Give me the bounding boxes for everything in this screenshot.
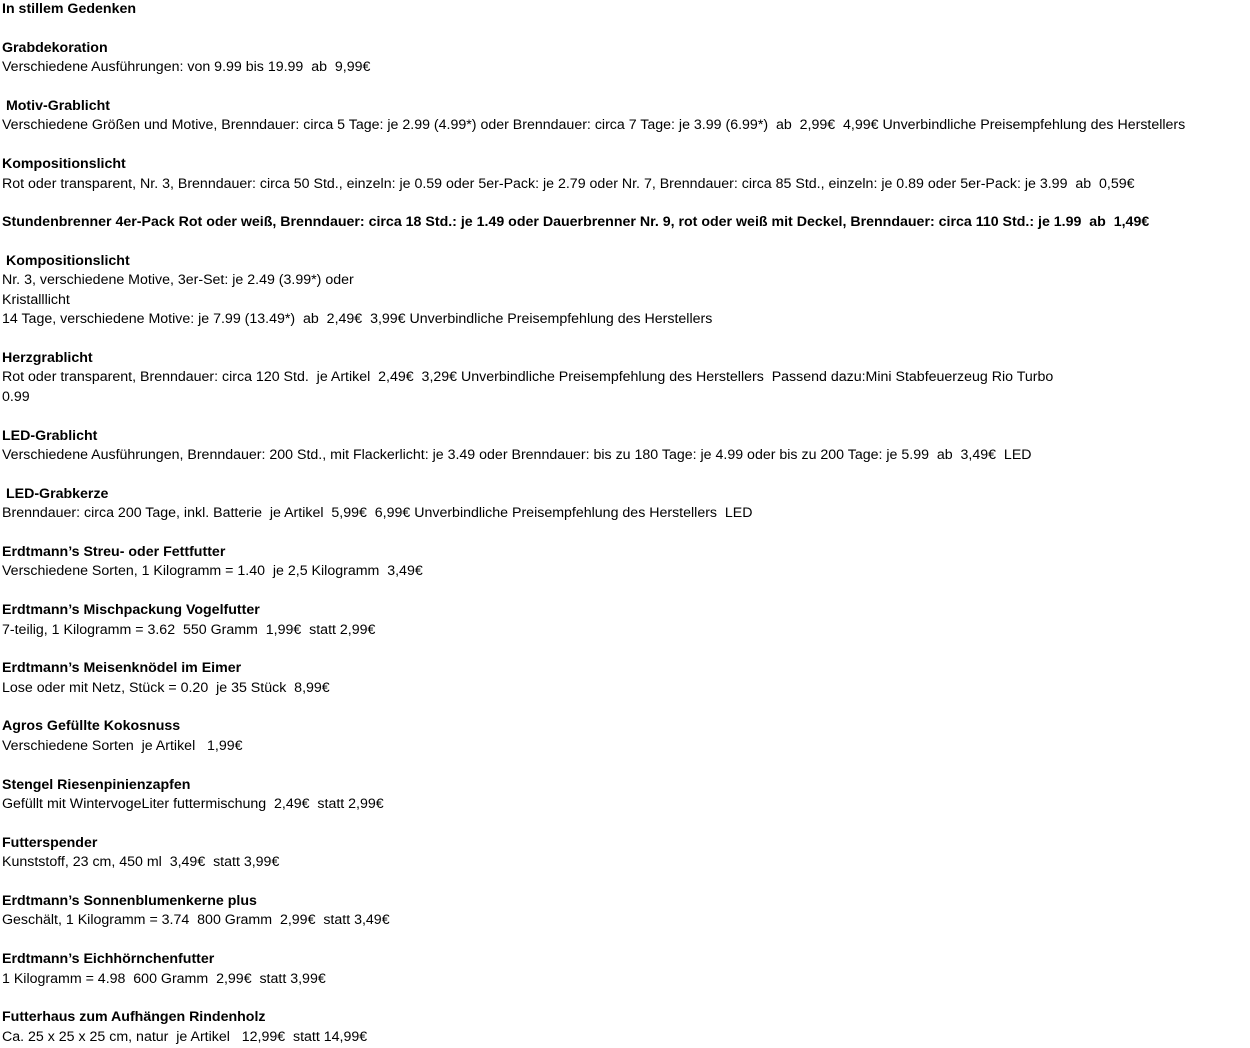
product-title: Stundenbrenner 4er-Pack Rot oder weiß, Brenndauer: circa 18 Std.: je 1.49 oder Dauerbrenner Nr. 9, rot oder weiß mit Deckel, Brenndauer: circa 110 Std.: je 1.99 ab 1,49€ (2, 214, 1150, 231)
product-description: Lose oder mit Netz, Stück = 0.20 je 35 Stück 8,99€ (2, 679, 330, 696)
item-spacer (2, 524, 1250, 543)
product-description: Verschiedene Sorten, 1 Kilogramm = 1.40 je 2,5 Kilogramm 3,49€ (2, 563, 423, 580)
item-spacer (2, 989, 1250, 1008)
product-item (2, 155, 1250, 194)
product-title: Herzgrablicht (2, 350, 93, 367)
product-title: Stengel Riesenpinienzapfen (2, 776, 191, 793)
product-item (2, 252, 1250, 330)
product-title: Grabdekoration (2, 39, 108, 56)
product-description: Rot oder transparent, Nr. 3, Brenndauer: circa 50 Std., einzeln: je 0.59 oder 5er-Pack: je 2.79 oder Nr. 7, Brenndauer: circa 85 Std., einzeln: je 0.89 oder 5er-Pack: je 3.99 ab 0,59€ (2, 175, 1135, 192)
product-item (2, 97, 1250, 136)
product-title: Futterhaus zum Aufhängen Rindenholz (2, 1009, 266, 1026)
product-description: 7-teilig, 1 Kilogramm = 3.62 550 Gramm 1,99€ statt 2,99€ (2, 621, 376, 638)
product-description: Kristalllicht (2, 291, 70, 308)
item-spacer (2, 330, 1250, 349)
product-item (2, 892, 1250, 931)
product-description: 0.99 (2, 388, 30, 405)
product-item (2, 659, 1250, 698)
product-description: Rot oder transparent, Brenndauer: circa 120 Std. je Artikel 2,49€ 3,29€ Unverbindliche Preisempfehlung des Herstellers Passend dazu:Mini Stabfeuerzeug Rio Turbo (2, 369, 1054, 386)
product-item (2, 213, 1250, 232)
item-spacer (2, 19, 1250, 38)
product-description: Verschiedene Sorten je Artikel 1,99€ (2, 737, 243, 754)
item-spacer (2, 78, 1250, 97)
item-spacer (2, 931, 1250, 950)
product-title: Kompositionslicht (2, 156, 126, 173)
product-title: Futterspender (2, 834, 98, 851)
item-spacer (2, 465, 1250, 484)
product-title: LED-Grablicht (2, 427, 98, 444)
product-description: 14 Tage, verschiedene Motive: je 7.99 (13.49*) ab 2,49€ 3,99€ Unverbindliche Preisempfehlung des Herstellers (2, 311, 713, 328)
item-spacer (2, 698, 1250, 717)
product-title: Agros Gefüllte Kokosnuss (2, 718, 181, 735)
item-spacer (2, 233, 1250, 252)
product-item (2, 717, 1250, 756)
product-title: Motiv-Grablicht (2, 97, 110, 114)
item-spacer (2, 640, 1250, 659)
product-description: Verschiedene Ausführungen, Brenndauer: 200 Std., mit Flackerlicht: je 3.49 oder Brenndauer: bis zu 180 Tage: je 4.99 oder bis zu 200 Tage: je 5.99 ab 3,49€ LED (2, 446, 1032, 463)
product-description: Brenndauer: circa 200 Tage, inkl. Batterie je Artikel 5,99€ 6,99€ Unverbindliche Preisempfehlung des Herstellers LED (2, 505, 753, 522)
product-description: Nr. 3, verschiedene Motive, 3er-Set: je 2.49 (3.99*) oder (2, 272, 354, 289)
product-item (2, 950, 1250, 989)
product-title: Erdtmann’s Meisenknödel im Eimer (2, 660, 242, 677)
product-item (2, 776, 1250, 815)
product-title: Erdtmann’s Sonnenblumenkerne plus (2, 892, 257, 909)
product-title: Erdtmann’s Streu- oder Fettfutter (2, 543, 226, 560)
product-description: Verschiedene Größen und Motive, Brenndauer: circa 5 Tage: je 2.99 (4.99*) oder Brenndauer: circa 7 Tage: je 3.99 (6.99*) ab 2,99€ 4,99€ Unverbindliche Preisempfehlung des Herstellers (2, 117, 1186, 134)
product-description: Geschält, 1 Kilogramm = 3.74 800 Gramm 2,99€ statt 3,49€ (2, 912, 390, 929)
item-spacer (2, 873, 1250, 892)
product-item (2, 1008, 1250, 1047)
product-description: Verschiedene Ausführungen: von 9.99 bis 19.99 ab 9,99€ (2, 59, 371, 76)
item-spacer (2, 194, 1250, 213)
product-item (2, 485, 1250, 524)
product-item (2, 349, 1250, 407)
product-item (2, 834, 1250, 873)
page-title: In stillem Gedenken (2, 1, 137, 17)
product-item (2, 601, 1250, 640)
product-title: LED-Grabkerze (2, 485, 109, 502)
item-spacer (2, 756, 1250, 775)
product-description: Gefüllt mit WintervogeLiter futtermischung 2,49€ statt 2,99€ (2, 796, 384, 813)
product-item (2, 427, 1250, 466)
product-item (2, 543, 1250, 582)
product-description: 1 Kilogramm = 4.98 600 Gramm 2,99€ statt 3,99€ (2, 970, 326, 987)
product-title: Kompositionslicht (2, 253, 130, 270)
product-description: Ca. 25 x 25 x 25 cm, natur je Artikel 12,99€ statt 14,99€ (2, 1028, 368, 1045)
item-spacer (2, 136, 1250, 155)
item-spacer (2, 582, 1250, 601)
product-list (2, 19, 1250, 1047)
item-spacer (2, 814, 1250, 833)
product-title: Erdtmann’s Eichhörnchenfutter (2, 951, 215, 968)
product-title: Erdtmann’s Mischpackung Vogelfutter (2, 602, 260, 619)
item-spacer (2, 407, 1250, 426)
product-item (2, 39, 1250, 78)
product-description: Kunststoff, 23 cm, 450 ml 3,49€ statt 3,99€ (2, 854, 280, 871)
